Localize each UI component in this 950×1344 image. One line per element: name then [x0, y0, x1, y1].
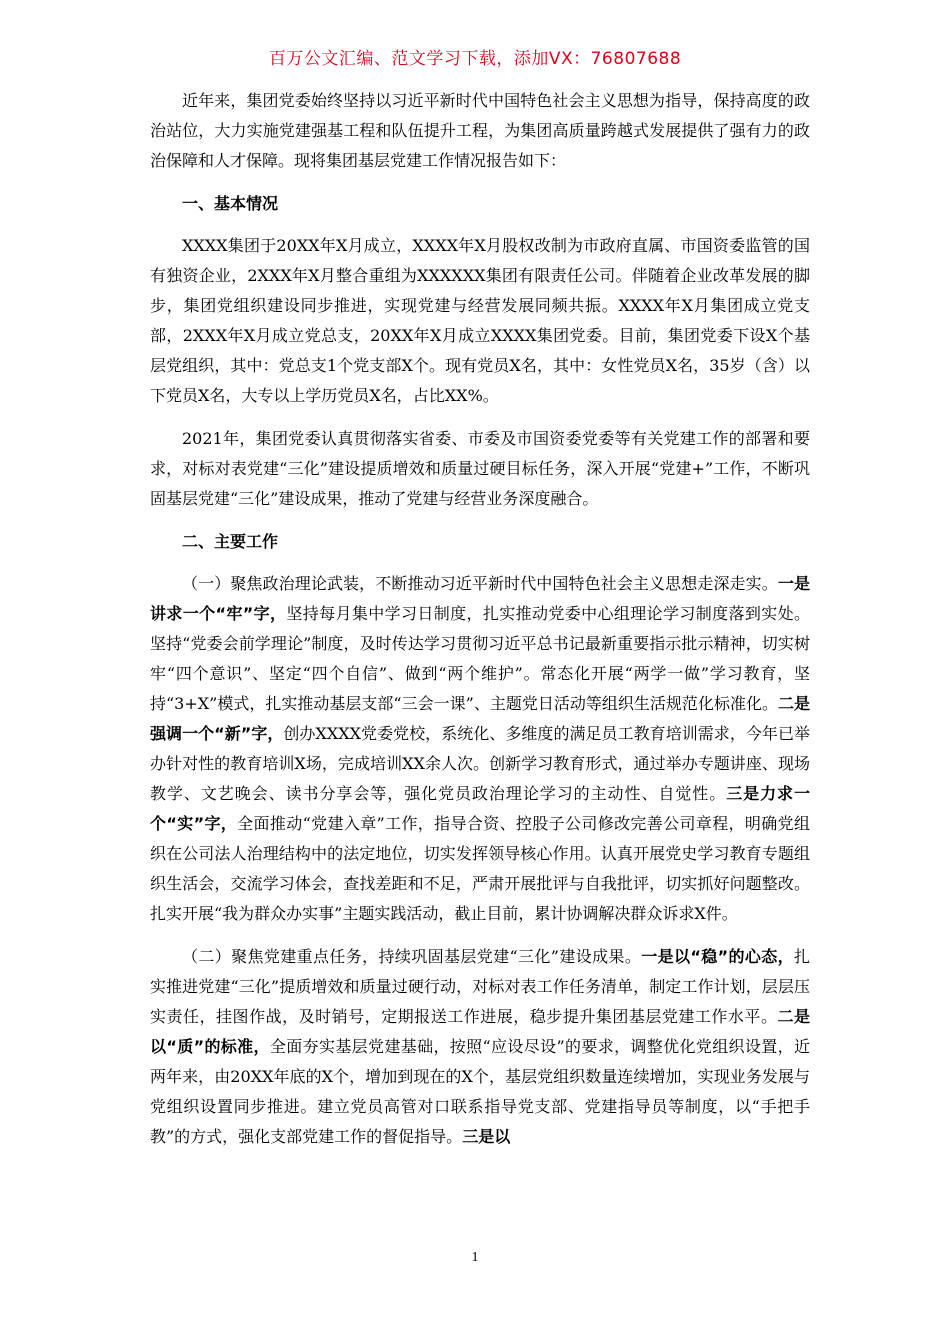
document-body [150, 86, 810, 1165]
page-number: 1 [471, 1250, 479, 1265]
section-heading-basic: 一、基本情况 [182, 194, 279, 213]
watermark-banner: 百万公文汇编、范文学习下载，添加VX：76807688 [268, 49, 682, 69]
work-1-point-2: 二是强调一个“新”字， [150, 694, 810, 743]
work-2-text-1: 扎实推进党建“三化”提质增效和质量过硬行动，对标对表工作任务清单，制定工作计划，层层压实责任，挂图作战，及时销号，定期报送工作进展，稳步提升集团基层党建工作水平。 [150, 947, 810, 1026]
work-2-point-2: 二是以“质”的标准， [150, 1007, 810, 1056]
work-paragraph-1 [150, 569, 810, 929]
work-2-point-3: 三是以 [462, 1127, 511, 1146]
basic-paragraph-2: 2021年，集团党委认真贯彻落实省委、市委及市国资委党委等有关党建工作的部署和要求，对标对表党建“三化”建设提质增效和质量过硬目标任务，深入开展“党建+”工作，不断巩固基层党建“三化”建设成果，推动了党建与经营业务深度融合。 [150, 429, 810, 508]
intro-paragraph: 近年来，集团党委始终坚持以习近平新时代中国特色社会主义思想为指导，保持高度的政治站位，大力实施党建强基工程和队伍提升工程，为集团高质量跨越式发展提供了强有力的政治保障和人才保障。现将集团基层党建工作情况报告如下： [150, 91, 810, 170]
work-2-lead: （二）聚焦党建重点任务，持续巩固基层党建“三化”建设成果。 [182, 947, 642, 966]
work-1-point-3: 三是力求一个“实”字， [150, 784, 810, 833]
work-1-text-1: 坚持每月集中学习日制度，扎实推动党委中心组理论学习制度落到实处。坚持“党委会前学理论”制度，及时传达学习贯彻习近平总书记最新重要指示批示精神，切实树牢“四个意识”、坚定“四个自信”、做到“两个维护”。常态化开展“两学一做”学习教育，坚持“3+X”模式，扎实推动基层支部“三会一课”、主题党日活动等组织生活规范化标准化。 [150, 604, 810, 713]
work-paragraph-2 [150, 942, 810, 1152]
work-2-text-2: 全面夯实基层党建基础，按照“应设尽设”的要求，调整优化党组织设置，近两年来，由20XX年底的X个，增加到现在的X个，基层党组织数量连续增加，实现业务发展与党组织设置同步推进。建立党员高管对口联系指导党支部、党建指导员等制度，以“手把手教”的方式，强化支部党建工作的督促指导。 [150, 1037, 810, 1146]
basic-paragraph-1: XXXX集团于20XX年X月成立，XXXX年X月股权改制为市政府直属、市国资委监管的国有独资企业，2XXX年X月整合重组为XXXXXX集团有限责任公司。伴随着企业改革发展的脚步，集团党组织建设同步推进，实现党建与经营发展同频共振。XXXX年X月集团成立党支部，2XXX年X月成立党总支，20XX年X月成立XXXX集团党委。目前，集团党委下设X个基层党组织，其中：党总支1个党支部X个。现有党员X名，其中：女性党员X名，35岁（含）以下党员X名，大专以上学历党员X名，占比XX%。 [150, 236, 810, 405]
section-heading-main-work: 二、主要工作 [182, 532, 279, 551]
work-2-point-1: 一是以“稳”的心态， [641, 947, 794, 966]
work-1-text-2: 创办XXXX党委党校，系统化、多维度的满足员工教育培训需求，今年已举办针对性的教育培训X场，完成培训XX余人次。创新学习教育形式，通过举办专题讲座、现场教学、文艺晚会、读书分享会等，强化党员政治理论学习的主动性、自觉性。 [150, 724, 810, 803]
work-1-text-3: 全面推动“党建入章”工作，指导合资、控股子公司修改完善公司章程，明确党组织在公司法人治理结构中的法定地位，切实发挥领导核心作用。认真开展党史学习教育专题组织生活会，交流学习体会，查找差距和不足，严肃开展批评与自我批评，切实抓好问题整改。扎实开展“我为群众办实事”主题实践活动，截止目前，累计协调解决群众诉求X件。 [150, 814, 810, 923]
work-1-lead: （一）聚焦政治理论武装，不断推动习近平新时代中国特色社会主义思想走深走实。 [182, 574, 778, 593]
work-1-point-1: 一是讲求一个“牢”字， [150, 574, 810, 623]
